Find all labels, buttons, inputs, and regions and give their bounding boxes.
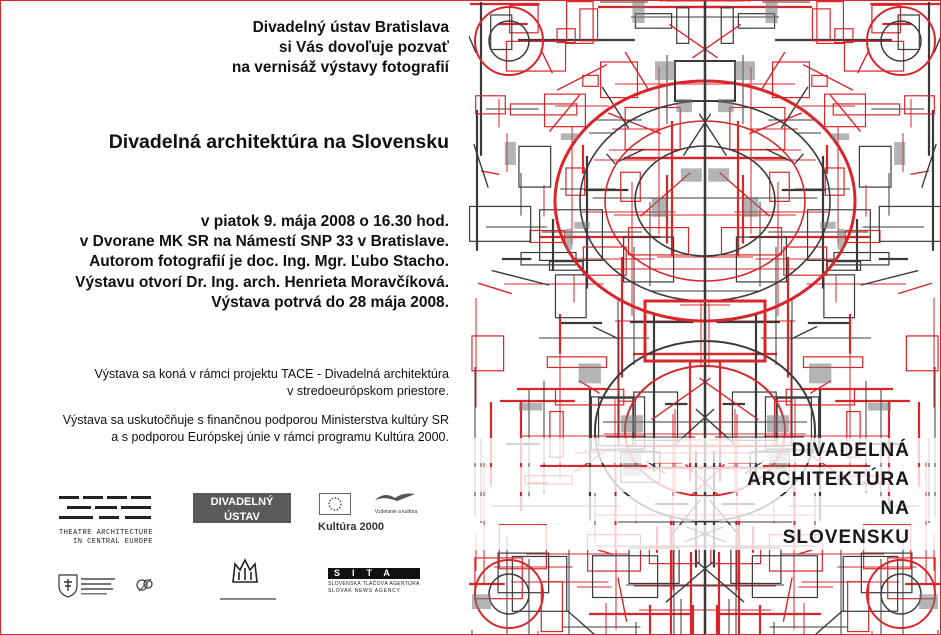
project-info [4,366,449,458]
invitation-text-panel [1,1,461,634]
poster-title-line-2: ARCHITEKTÚRA [747,469,910,490]
invitation-line-2: si Vás dovoľuje pozvať [278,39,449,56]
project-info-tace [4,366,449,399]
kultura-2000-label: Kultúra 2000 [318,521,385,533]
event-details [4,212,449,313]
funding-line-1: Výstava sa uskutočňuje s finančnou podporou Ministerstva kultúry SR [62,413,449,427]
tace-line-1: Výstava sa koná v rámci projektu TACE - Divadelná architektúra [94,367,449,381]
vzdelanie-text: Vzdelanie a kultúra [374,509,418,515]
event-author: Autorom fotografií je doc. Ing. Mgr. Ľubo Stacho. [89,253,449,271]
ministry-culture-logo [81,576,131,596]
invitation-line-1: Divadelný ústav Bratislava [252,19,449,36]
poster-title-band-3 [469,496,941,521]
invitation-line-3: na vernisáž výstavy fotografií [231,59,449,76]
crown-logo-caption [220,589,276,595]
event-venue: v Dvorane MK SR na Námestí SNP 33 v Bratislave. [79,233,449,251]
du-logo-line-1: DIVADELNÝ ÚSTAV [210,496,274,523]
poster-title-line-3: NA [880,498,910,519]
poster-title-line-4: SLOVENSKU [782,527,910,548]
crown-logo-icon [230,558,260,584]
tace-line-2: v stredoeurópskom priestore. [287,383,449,398]
poster-title-line-1: DIVADELNÁ [791,440,910,461]
eu-flag-icon [319,493,351,515]
tace-logo-line-2: IN CENTRAL EUROPE [73,538,153,546]
du-logo-line-2: BRATISLAVA [203,525,281,534]
ornament-icon [135,575,155,595]
event-opening: Výstavu otvorí Dr. Ing. arch. Henrieta Moravčíková. [75,273,449,291]
tace-logo-text [59,529,154,547]
sita-line-1: SLOVENSKÁ TLAČOVÁ AGENTÚRA [328,581,420,587]
event-duration: Výstava potrvá do 28 mája 2008. [211,293,449,311]
project-info-funding [4,412,449,445]
event-date: v piatok 9. mája 2008 o 16.30 hod. [200,213,449,230]
funding-line-2: a s podporou Európskej únie v rámci programu Kultúra 2000. [111,429,449,444]
tace-mark-icon [59,494,154,524]
sita-line-2: SLOVAK NEWS AGENCY [328,588,401,594]
divadelny-ustav-logo [193,493,291,534]
bird-icon [371,490,421,504]
sita-name: SITA [328,568,420,579]
tace-logo-line-1: THEATRE ARCHITECTURE [59,529,154,537]
vzdelanie-kultura-logo [371,490,421,515]
invitation-intro [4,18,449,78]
tace-logo [59,494,154,550]
exhibition-title: Divadelná architektúra na Slovensku [108,131,449,153]
sita-logo [328,568,420,598]
slovak-emblem-icon [58,574,78,598]
